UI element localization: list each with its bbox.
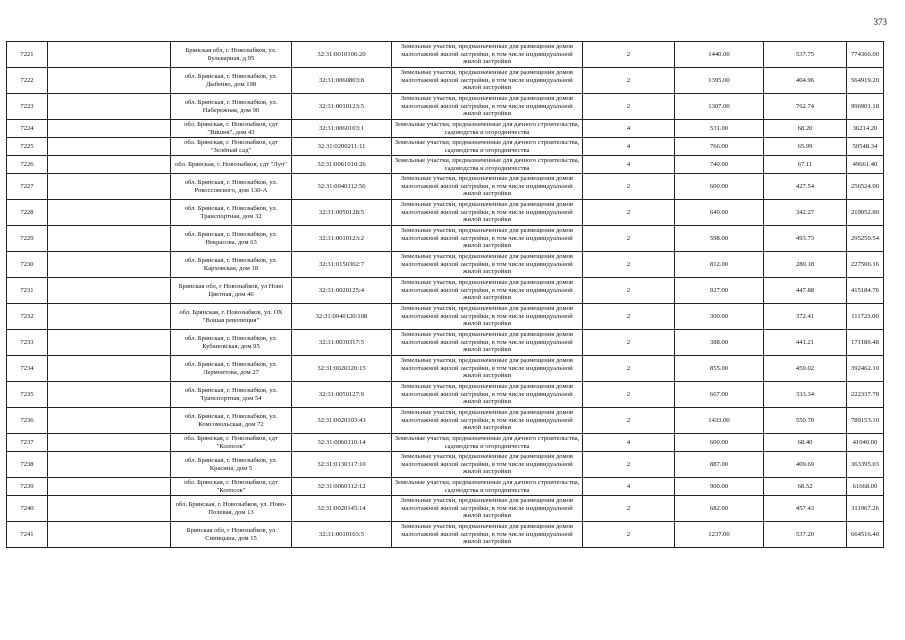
cadastral-number-cell: 32:31:0060103:1 [292, 120, 392, 138]
land-use-cell: Земельные участки, предназначенные для размещения домов малоэтажной жилой застройки, в том числе индивидуальной жилой застройки [392, 496, 583, 522]
area-cell: 766.00 [675, 138, 764, 156]
cadastral-number-cell: 32:31:0060110:14 [292, 434, 392, 452]
area-cell: 855.00 [675, 356, 764, 382]
category-cell: 2 [583, 382, 675, 408]
category-cell: 2 [583, 356, 675, 382]
blank-cell [48, 138, 171, 156]
cadastral-number-cell: 32:31:0030317:5 [292, 330, 392, 356]
rate-cell: 372.41 [764, 304, 847, 330]
row-number: 7234 [7, 356, 48, 382]
category-cell: 4 [583, 478, 675, 496]
cadastral-number-cell: 32:31:0200211:11 [292, 138, 392, 156]
category-cell: 2 [583, 452, 675, 478]
area-cell: 682.00 [675, 496, 764, 522]
cadastral-value-cell: 222337.78 [847, 382, 884, 408]
land-use-cell: Земельные участки, предназначенные для размещения домов малоэтажной жилой застройки, в том числе индивидуальной жилой застройки [392, 226, 583, 252]
category-cell: 2 [583, 174, 675, 200]
address-cell: обл. Брянская, г. Новозыбков, ул. Лермонтова, дом 27 [171, 356, 292, 382]
row-number: 7221 [7, 42, 48, 68]
cadastral-number-cell: 32:31:0010103:5 [292, 522, 392, 548]
cadastral-value-cell: 61668.00 [847, 478, 884, 496]
cadastral-number-cell: 32:31:0150302:7 [292, 252, 392, 278]
cadastral-value-cell: 41040.00 [847, 434, 884, 452]
row-number: 7232 [7, 304, 48, 330]
area-cell: 598.00 [675, 226, 764, 252]
area-cell: 1307.00 [675, 94, 764, 120]
cadastral-number-cell: 32:31:0020120:15 [292, 356, 392, 382]
table-row [7, 120, 884, 138]
rate-cell: 67.11 [764, 156, 847, 174]
land-use-cell: Земельные участки, предназначенные для размещения домов малоэтажной жилой застройки, в том числе индивидуальной жилой застройки [392, 42, 583, 68]
land-use-cell: Земельные участки, предназначенные для дачного строительства, садоводства и огородничества [392, 156, 583, 174]
address-cell: обл. Брянская, г. Новозыбков, ул. Комсомольская, дом 72 [171, 408, 292, 434]
address-cell: Брянская обл, г Новозыбков, ул Ново Цветная, дом 46 [171, 278, 292, 304]
cadastral-number-cell: 32:31:0050128:5 [292, 200, 392, 226]
table-row [7, 434, 884, 452]
blank-cell [48, 174, 171, 200]
rate-cell: 459.02 [764, 356, 847, 382]
row-number: 7231 [7, 278, 48, 304]
cadastral-number-cell: 32:31:0130317:10 [292, 452, 392, 478]
cadastral-value-cell: 392462.10 [847, 356, 884, 382]
rate-cell: 280.18 [764, 252, 847, 278]
cadastral-number-cell: 32:31:0040112:56 [292, 174, 392, 200]
area-cell: 1433.00 [675, 408, 764, 434]
rate-cell: 68.52 [764, 478, 847, 496]
table-row [7, 252, 884, 278]
rate-cell: 537.75 [764, 42, 847, 68]
row-number: 7229 [7, 226, 48, 252]
cadastral-number-cell: 32:31:0060803:8 [292, 68, 392, 94]
area-cell: 887.00 [675, 452, 764, 478]
rate-cell: 342.27 [764, 200, 847, 226]
row-number: 7237 [7, 434, 48, 452]
cadastral-value-cell: 227506.16 [847, 252, 884, 278]
row-number: 7233 [7, 330, 48, 356]
cadastral-number-cell: 32:31:0020125:4 [292, 278, 392, 304]
blank-cell [48, 200, 171, 226]
cadastral-value-cell: 789153.10 [847, 408, 884, 434]
address-cell: обл. Брянская, г. Новозыбков, ул. Ново-Полевая, дом 13 [171, 496, 292, 522]
cadastral-value-cell: 49661.40 [847, 156, 884, 174]
row-number: 7230 [7, 252, 48, 278]
page-number: 373 [873, 17, 887, 27]
category-cell: 2 [583, 408, 675, 434]
area-cell: 600.00 [675, 174, 764, 200]
land-use-cell: Земельные участки, предназначенные для дачного строительства, садоводства и огородничества [392, 120, 583, 138]
cadastral-value-cell: 996901.18 [847, 94, 884, 120]
table-body [7, 42, 884, 548]
land-use-cell: Земельные участки, предназначенные для размещения домов малоэтажной жилой застройки, в том числе индивидуальной жилой застройки [392, 278, 583, 304]
address-cell: обл. Брянская, г. Новозыбков, сдт "Вишня", дом 43 [171, 120, 292, 138]
land-use-cell: Земельные участки, предназначенные для размещения домов малоэтажной жилой застройки, в том числе индивидуальной жилой застройки [392, 522, 583, 548]
table-row [7, 478, 884, 496]
blank-cell [48, 452, 171, 478]
table-row [7, 356, 884, 382]
rate-cell: 333.34 [764, 382, 847, 408]
table-row [7, 68, 884, 94]
area-cell: 300.00 [675, 304, 764, 330]
table-row [7, 496, 884, 522]
blank-cell [48, 356, 171, 382]
table-row [7, 42, 884, 68]
blank-cell [48, 522, 171, 548]
table-row [7, 226, 884, 252]
blank-cell [48, 68, 171, 94]
cadastral-number-cell: 32:31:0020145:14 [292, 496, 392, 522]
cadastral-value-cell: 415184.76 [847, 278, 884, 304]
blank-cell [48, 94, 171, 120]
rate-cell: 68.20 [764, 120, 847, 138]
address-cell: обл. Брянская, г. Новозыбков, ул. ОХ "Вошая революция" [171, 304, 292, 330]
cadastral-number-cell: 32:31:0010123:2 [292, 226, 392, 252]
blank-cell [48, 382, 171, 408]
category-cell: 4 [583, 138, 675, 156]
area-cell: 600.00 [675, 434, 764, 452]
category-cell: 2 [583, 200, 675, 226]
cadastral-number-cell: 32:31:0010106:20 [292, 42, 392, 68]
area-cell: 667.00 [675, 382, 764, 408]
cadastral-value-cell: 363395.03 [847, 452, 884, 478]
category-cell: 2 [583, 304, 675, 330]
blank-cell [48, 226, 171, 252]
cadastral-number-cell: 32:31:0060112:12 [292, 478, 392, 496]
cadastral-value-cell: 219052.80 [847, 200, 884, 226]
table-row [7, 304, 884, 330]
table-row [7, 408, 884, 434]
area-cell: 740.00 [675, 156, 764, 174]
category-cell: 2 [583, 252, 675, 278]
area-cell: 531.00 [675, 120, 764, 138]
row-number: 7240 [7, 496, 48, 522]
area-cell: 388.00 [675, 330, 764, 356]
land-use-cell: Земельные участки, предназначенные для размещения домов малоэтажной жилой застройки, в том числе индивидуальной жилой застройки [392, 304, 583, 330]
rate-cell: 762.74 [764, 94, 847, 120]
land-use-cell: Земельные участки, предназначенные для размещения домов малоэтажной жилой застройки, в том числе индивидуальной жилой застройки [392, 382, 583, 408]
address-cell: обл. Брянская, г. Новозыбков, сдт "Луч" [171, 156, 292, 174]
category-cell: 2 [583, 226, 675, 252]
cadastral-value-cell: 36214.20 [847, 120, 884, 138]
land-use-cell: Земельные участки, предназначенные для размещения домов малоэтажной жилой застройки, в том числе индивидуальной жилой застройки [392, 174, 583, 200]
category-cell: 4 [583, 434, 675, 452]
category-cell: 2 [583, 496, 675, 522]
row-number: 7238 [7, 452, 48, 478]
land-use-cell: Земельные участки, предназначенные для дачного строительства, садоводства и огородничества [392, 138, 583, 156]
rate-cell: 404.96 [764, 68, 847, 94]
address-cell: обл. Брянская, г. Новозыбков, ул. Некрасова, дом 63 [171, 226, 292, 252]
table-row [7, 94, 884, 120]
table-row [7, 382, 884, 408]
rate-cell: 427.54 [764, 174, 847, 200]
table-row [7, 138, 884, 156]
blank-cell [48, 120, 171, 138]
row-number: 7241 [7, 522, 48, 548]
rate-cell: 409.69 [764, 452, 847, 478]
cadastral-number-cell: 32:31:0020103:43 [292, 408, 392, 434]
table-row [7, 330, 884, 356]
row-number: 7223 [7, 94, 48, 120]
area-cell: 927.00 [675, 278, 764, 304]
cadastral-table [6, 41, 884, 548]
area-cell: 1237.00 [675, 522, 764, 548]
blank-cell [48, 304, 171, 330]
area-cell: 640.00 [675, 200, 764, 226]
area-cell: 1395.00 [675, 68, 764, 94]
address-cell: обл. Брянская, г. Новозыбков, ул. Карховская, дом 18 [171, 252, 292, 278]
land-use-cell: Земельные участки, предназначенные для размещения домов малоэтажной жилой застройки, в том числе индивидуальной жилой застройки [392, 356, 583, 382]
table-row [7, 200, 884, 226]
table-row [7, 278, 884, 304]
address-cell: обл. Брянская, г. Новозыбков, ул. Набережная, дом 90 [171, 94, 292, 120]
address-cell: обл. Брянская, г. Новозыбков, сдт "Колосок" [171, 478, 292, 496]
address-cell: обл. Брянская, г. Новозыбков, ул. Красина, дом 5 [171, 452, 292, 478]
rate-cell: 550.70 [764, 408, 847, 434]
rate-cell: 537.20 [764, 522, 847, 548]
land-use-cell: Земельные участки, предназначенные для размещения домов малоэтажной жилой застройки, в том числе индивидуальной жилой застройки [392, 200, 583, 226]
cadastral-value-cell: 295250.54 [847, 226, 884, 252]
blank-cell [48, 496, 171, 522]
cadastral-value-cell: 171189.48 [847, 330, 884, 356]
row-number: 7227 [7, 174, 48, 200]
address-cell: Брянская обл, г. Новозыбков, ул. Бульварная, д.95 [171, 42, 292, 68]
table-row [7, 174, 884, 200]
row-number: 7226 [7, 156, 48, 174]
cadastral-value-cell: 50548.34 [847, 138, 884, 156]
category-cell: 2 [583, 522, 675, 548]
land-use-cell: Земельные участки, предназначенные для дачного строительства, садоводства и огородничества [392, 434, 583, 452]
row-number: 7222 [7, 68, 48, 94]
cadastral-value-cell: 311967.26 [847, 496, 884, 522]
land-use-cell: Земельные участки, предназначенные для размещения домов малоэтажной жилой застройки, в том числе индивидуальной жилой застройки [392, 68, 583, 94]
blank-cell [48, 252, 171, 278]
table-row [7, 452, 884, 478]
address-cell: обл. Брянская, г. Новозыбков, ул. Кубановская, дом 95 [171, 330, 292, 356]
address-cell: обл. Брянская, г. Новозыбков, ул. Рокоссовского, дом 130-А [171, 174, 292, 200]
cadastral-value-cell: 564919.20 [847, 68, 884, 94]
category-cell: 4 [583, 120, 675, 138]
blank-cell [48, 42, 171, 68]
row-number: 7235 [7, 382, 48, 408]
row-number: 7239 [7, 478, 48, 496]
category-cell: 2 [583, 94, 675, 120]
cadastral-number-cell: 32:31:0050127:9 [292, 382, 392, 408]
row-number: 7236 [7, 408, 48, 434]
row-number: 7228 [7, 200, 48, 226]
row-number: 7225 [7, 138, 48, 156]
area-cell: 1440.00 [675, 42, 764, 68]
cadastral-value-cell: 664516.40 [847, 522, 884, 548]
rate-cell: 68.40 [764, 434, 847, 452]
address-cell: Брянская обл, г Новозыбков, ул Синицына, дом 15 [171, 522, 292, 548]
cadastral-value-cell: 111723.00 [847, 304, 884, 330]
cadastral-number-cell: 32:31:0040120:108 [292, 304, 392, 330]
address-cell: обл. Брянская, г. Новозыбков, ул. Транспортная, дом 32 [171, 200, 292, 226]
area-cell: 900.00 [675, 478, 764, 496]
rate-cell: 447.88 [764, 278, 847, 304]
category-cell: 4 [583, 156, 675, 174]
cadastral-number-cell: 32:31:0010123:5 [292, 94, 392, 120]
category-cell: 2 [583, 330, 675, 356]
address-cell: обл. Брянская, г. Новозыбков, сдт "Колосок" [171, 434, 292, 452]
rate-cell: 457.43 [764, 496, 847, 522]
rate-cell: 493.73 [764, 226, 847, 252]
table-row [7, 522, 884, 548]
address-cell: обл. Брянская, г. Новозыбков, ул. Дыбенко, дом 198 [171, 68, 292, 94]
land-use-cell: Земельные участки, предназначенные для дачного строительства, садоводства и огородничества [392, 478, 583, 496]
land-use-cell: Земельные участки, предназначенные для размещения домов малоэтажной жилой застройки, в том числе индивидуальной жилой застройки [392, 408, 583, 434]
row-number: 7224 [7, 120, 48, 138]
land-use-cell: Земельные участки, предназначенные для размещения домов малоэтажной жилой застройки, в том числе индивидуальной жилой застройки [392, 94, 583, 120]
cadastral-value-cell: 774360.00 [847, 42, 884, 68]
rate-cell: 441.21 [764, 330, 847, 356]
category-cell: 2 [583, 42, 675, 68]
blank-cell [48, 408, 171, 434]
rate-cell: 65.99 [764, 138, 847, 156]
blank-cell [48, 330, 171, 356]
cadastral-value-cell: 256524.00 [847, 174, 884, 200]
table-row [7, 156, 884, 174]
address-cell: обл. Брянская, г. Новозыбков, ул. Транспортная, дом 54 [171, 382, 292, 408]
address-cell: обл. Брянская, г. Новозыбков, сдт "Зелёный сад" [171, 138, 292, 156]
blank-cell [48, 278, 171, 304]
area-cell: 812.00 [675, 252, 764, 278]
blank-cell [48, 434, 171, 452]
land-use-cell: Земельные участки, предназначенные для размещения домов малоэтажной жилой застройки, в том числе индивидуальной жилой застройки [392, 330, 583, 356]
land-use-cell: Земельные участки, предназначенные для размещения домов малоэтажной жилой застройки, в том числе индивидуальной жилой застройки [392, 252, 583, 278]
category-cell: 2 [583, 68, 675, 94]
land-use-cell: Земельные участки, предназначенные для размещения домов малоэтажной жилой застройки, в том числе индивидуальной жилой застройки [392, 452, 583, 478]
blank-cell [48, 156, 171, 174]
category-cell: 2 [583, 278, 675, 304]
blank-cell [48, 478, 171, 496]
cadastral-number-cell: 32:31:0061010:26 [292, 156, 392, 174]
